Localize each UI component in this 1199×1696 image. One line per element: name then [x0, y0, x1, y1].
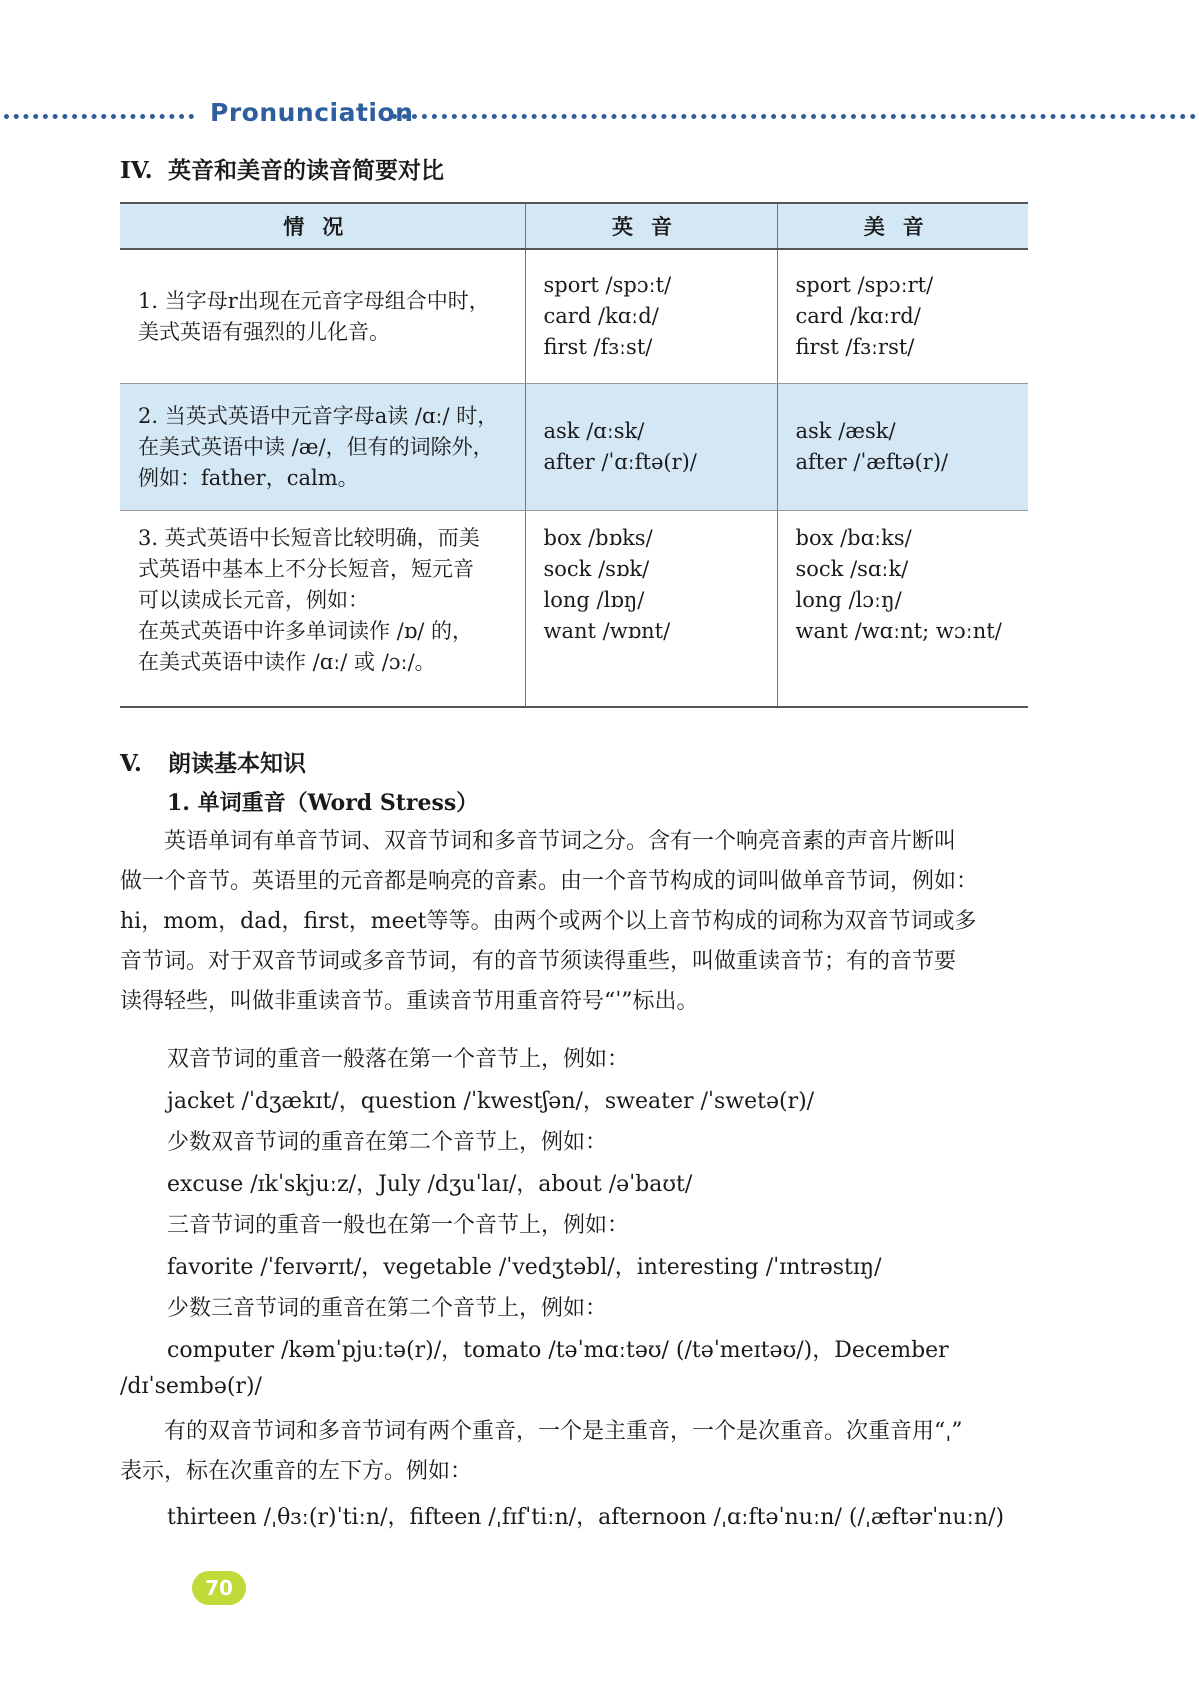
- situation-line: 式英语中基本上不分长短音，短元音: [138, 557, 474, 581]
- section-5-heading: [120, 745, 306, 778]
- rule-text: 少数三音节词的重音在第二个音节上，例如：: [167, 1296, 608, 1321]
- table-header-row: [120, 203, 1028, 249]
- situation-cell: [120, 384, 525, 511]
- american-word: box /bɑːks/: [795, 526, 912, 550]
- example-line: favorite /ˈfeɪvərɪt/，vegetable /ˈvedʒtəbl/，interesting /ˈɪntrəstɪŋ/: [167, 1255, 882, 1280]
- situation-line: 在英式英语中许多单词读作 /ɒ/ 的，: [138, 619, 473, 643]
- american-word: ask /æsk/: [795, 419, 896, 443]
- situation-line: 1. 当字母r出现在元音字母组合中时，: [138, 288, 490, 313]
- paragraph-line: hi，mom，dad，first，meet等等。由两个或两个以上音节构成的词称为双音节词或多: [120, 909, 977, 934]
- situation-cell: [120, 511, 525, 708]
- paragraph-line: 做一个音节。英语里的元音都是响亮的音素。由一个音节构成的词叫做单音节词，例如：: [120, 869, 979, 894]
- paragraph-line: 英语单词有单音节词、双音节词和多音节词之分。含有一个响亮音素的声音片断叫: [120, 829, 957, 854]
- rule-text: 双音节词的重音一般落在第一个音节上，例如：: [167, 1047, 630, 1072]
- header-dots-left: [4, 114, 194, 119]
- situation-line: 2. 当英式英语中元音字母a读 /ɑː/ 时，: [138, 403, 499, 428]
- header-dots-right: [392, 114, 1196, 119]
- section-4-title: 英音和美音的读音简要对比: [168, 157, 444, 184]
- example-line: computer /kəmˈpjuːtə(r)/，tomato /təˈmɑːtəʊ/ (/təˈmeɪtəʊ/)，December: [167, 1338, 949, 1363]
- section-4-number: IV.: [120, 157, 153, 184]
- col-header-american: 美音: [777, 203, 1028, 249]
- american-word: long /lɔːŋ/: [795, 588, 902, 612]
- american-word: after /ˈæftə(r)/: [795, 450, 949, 474]
- situation-line: 例如：father，calm。: [138, 465, 359, 490]
- situation-line: 在美式英语中读作 /ɑː/ 或 /ɔː/。: [138, 650, 436, 674]
- british-word: card /kɑːd/: [543, 304, 659, 328]
- british-word: want /wɒnt/: [543, 619, 671, 643]
- col-header-situation: 情况: [120, 203, 525, 249]
- subsection-title: 1. 单词重音（Word Stress）: [167, 790, 479, 816]
- paragraph-line: 音节词。对于双音节词或多音节词，有的音节须读得重些，叫做重读音节；有的音节要: [120, 949, 957, 974]
- rule-text: 三音节词的重音一般也在第一个音节上，例如：: [167, 1213, 630, 1238]
- british-cell: [525, 249, 777, 384]
- running-header: [0, 96, 1199, 136]
- paragraph-line: 表示，标在次重音的左下方。例如：: [120, 1459, 473, 1484]
- british-word: sport /spɔːt/: [543, 273, 672, 297]
- situation-cell: [120, 249, 525, 384]
- section-4-heading: [120, 152, 444, 185]
- comparison-table: [120, 202, 1028, 708]
- paragraph-line: 有的双音节词和多音节词有两个重音，一个是主重音，一个是次重音。次重音用“ˌ”: [120, 1419, 963, 1444]
- table-row: [120, 384, 1028, 511]
- table-row: [120, 511, 1028, 708]
- intro-paragraph: [120, 822, 1030, 1022]
- british-word: box /bɒks/: [543, 526, 653, 550]
- british-cell: [525, 384, 777, 511]
- rule-text: 少数双音节词的重音在第二个音节上，例如：: [167, 1130, 608, 1155]
- american-word: sock /sɑːk/: [795, 557, 909, 581]
- header-title: Pronunciation: [210, 98, 414, 127]
- american-word: want /wɑːnt; wɔːnt/: [795, 619, 1002, 643]
- british-word: ask /ɑːsk/: [543, 419, 645, 443]
- section-5-number: V.: [120, 750, 142, 777]
- example-line: jacket /ˈdʒækɪt/，question /ˈkwestʃən/，sweater /ˈswetə(r)/: [167, 1089, 815, 1114]
- british-word: first /fɜːst/: [543, 335, 653, 359]
- section-5-title: 朗读基本知识: [168, 750, 306, 777]
- situation-line: 3. 英式英语中长短音比较明确，而美: [138, 526, 480, 550]
- american-word: first /fɜːrst/: [795, 335, 915, 359]
- example-line: excuse /ɪkˈskjuːz/，July /dʒuˈlaɪ/，about /əˈbaʊt/: [167, 1172, 693, 1197]
- page-number-badge: 70: [192, 1571, 246, 1605]
- example-line: thirteen /ˌθɜː(r)ˈtiːn/，fifteen /ˌfɪfˈtiːn/，afternoon /ˌɑːftəˈnuːn/ (/ˌæftərˈnuːn/): [167, 1505, 1005, 1530]
- col-header-british: 英音: [525, 203, 777, 249]
- secondary-stress-paragraph: [120, 1412, 1030, 1492]
- american-word: card /kɑːrd/: [795, 304, 921, 328]
- paragraph-line: 读得轻些，叫做非重读音节。重读音节用重音符号“ˈ”标出。: [120, 989, 699, 1014]
- british-word: sock /sɒk/: [543, 557, 650, 581]
- american-word: sport /spɔːrt/: [795, 273, 934, 297]
- british-word: after /ˈɑːftə(r)/: [543, 450, 697, 474]
- situation-line: 可以读成长元音，例如：: [138, 588, 369, 612]
- american-cell: [777, 249, 1028, 384]
- british-word: long /lɒŋ/: [543, 588, 645, 612]
- example-line: /dɪˈsembə(r)/: [120, 1374, 262, 1399]
- situation-line: 在美式英语中读 /æ/，但有的词除外，: [138, 434, 494, 459]
- american-cell: [777, 511, 1028, 708]
- situation-line: 美式英语有强烈的儿化音。: [138, 319, 390, 344]
- table-row: [120, 249, 1028, 384]
- british-cell: [525, 511, 777, 708]
- american-cell: [777, 384, 1028, 511]
